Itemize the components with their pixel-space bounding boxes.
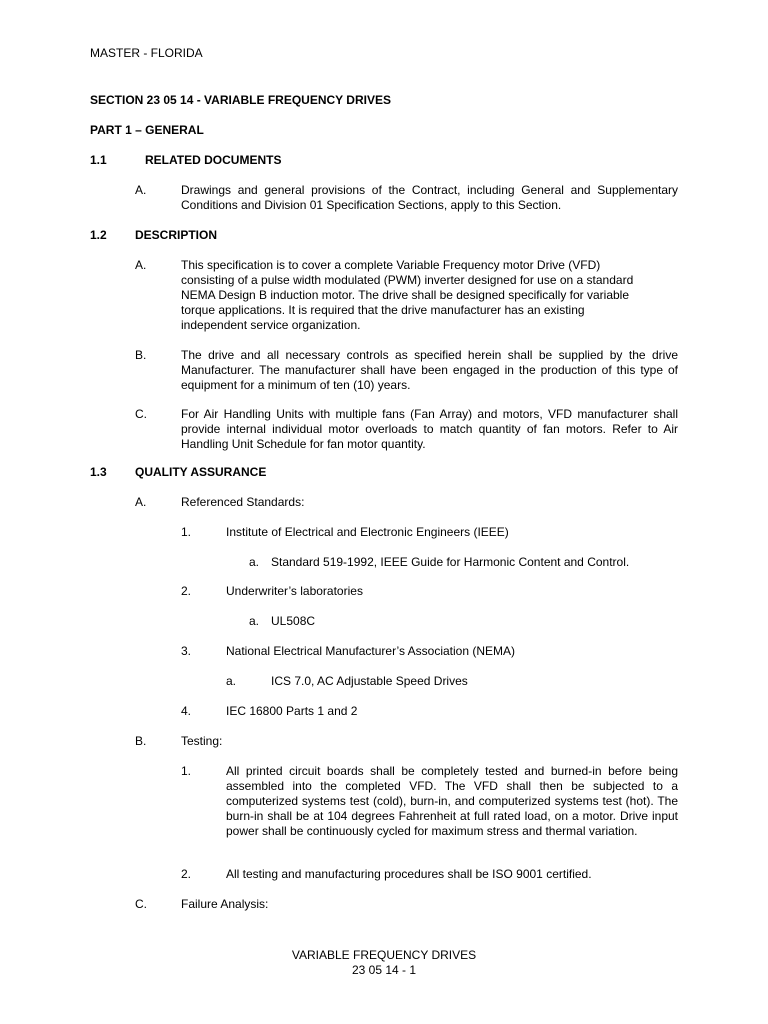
- paragraph-label: A.: [135, 258, 147, 272]
- subitem-text: UL508C: [271, 614, 316, 628]
- text-line: This specification is to cover a complete Variable Frequency motor Drive (VFD): [181, 258, 601, 272]
- item-text: IEC 16800 Parts 1 and 2: [226, 704, 358, 718]
- paragraph-text: [181, 258, 678, 333]
- paragraph-text: Referenced Standards:: [181, 495, 305, 509]
- subitem-label: a.: [249, 614, 260, 628]
- paragraph-text: The drive and all necessary controls as specified herein shall be supplied by the drive Manufacturer. The manufacturer shall have been engaged in the production of this type of equipment for a minimum of ten (10) years.: [181, 348, 678, 392]
- item-number: 2.: [181, 867, 192, 881]
- paragraph-label: B.: [135, 348, 147, 362]
- article-number: 1.1: [90, 153, 107, 167]
- item-number: 1.: [181, 764, 192, 778]
- text-line: consisting of a pulse width modulated (PWM) inverter designed for use on a standard: [181, 273, 634, 287]
- article-number: 1.3: [90, 465, 107, 479]
- paragraph-label: A.: [135, 183, 147, 197]
- header-master: MASTER - FLORIDA: [90, 46, 203, 60]
- item-text: Institute of Electrical and Electronic Engineers (IEEE): [226, 525, 509, 539]
- paragraph-label: C.: [135, 407, 147, 421]
- footer-page-number: 23 05 14 - 1: [351, 963, 417, 977]
- item-text: National Electrical Manufacturer’s Association (NEMA): [226, 644, 516, 658]
- item-number: 1.: [181, 525, 192, 539]
- item-number: 2.: [181, 584, 192, 598]
- paragraph-text: Failure Analysis:: [181, 897, 269, 911]
- paragraph-text: Drawings and general provisions of the Contract, including General and Supplementary Conditions and Division 01 Specification Sections, apply to this Section.: [181, 183, 678, 212]
- item-text: All testing and manufacturing procedures shall be ISO 9001 certified.: [226, 867, 592, 881]
- article-title: QUALITY ASSURANCE: [135, 465, 267, 479]
- paragraph-text: Testing:: [181, 734, 223, 748]
- subitem-label: a.: [226, 674, 237, 688]
- subitem-text: ICS 7.0, AC Adjustable Speed Drives: [271, 674, 468, 688]
- paragraph-label: C.: [135, 897, 147, 911]
- footer-title: VARIABLE FREQUENCY DRIVES: [291, 948, 477, 962]
- article-title: RELATED DOCUMENTS: [145, 153, 282, 167]
- paragraph-label: A.: [135, 495, 147, 509]
- subitem-text: Standard 519-1992, IEEE Guide for Harmonic Content and Control.: [271, 555, 630, 569]
- subitem-label: a.: [249, 555, 260, 569]
- text-line: NEMA Design B induction motor. The drive shall be designed specifically for variable: [181, 288, 630, 302]
- section-title: SECTION 23 05 14 - VARIABLE FREQUENCY DRIVES: [90, 93, 391, 107]
- article-title: DESCRIPTION: [135, 228, 218, 242]
- paragraph-text: For Air Handling Units with multiple fans (Fan Array) and motors, VFD manufacturer shall provide internal individual motor overloads to match quantity of fan motors. Refer to Air Handling Unit Schedule for fan motor quantity.: [181, 407, 678, 451]
- item-text: All printed circuit boards shall be completely tested and burned-in before being assembled into the completed VFD. The VFD shall then be subjected to a computerized systems test (cold), burn-in, and computerized systems test (hot). The burn-in shall be at 104 degrees Fahrenheit at full rated load, on a motor. Drive input power shall be continuously cycled for maximum stress and thermal variation.: [226, 764, 678, 838]
- item-number: 4.: [181, 704, 192, 718]
- paragraph-label: B.: [135, 734, 147, 748]
- text-line: independent service organization.: [181, 318, 361, 332]
- article-number: 1.2: [90, 228, 107, 242]
- item-number: 3.: [181, 644, 192, 658]
- item-text: Underwriter’s laboratories: [226, 584, 363, 598]
- text-line: torque applications. It is required that the drive manufacturer has an existing: [181, 303, 585, 317]
- part-heading: PART 1 – GENERAL: [90, 123, 204, 137]
